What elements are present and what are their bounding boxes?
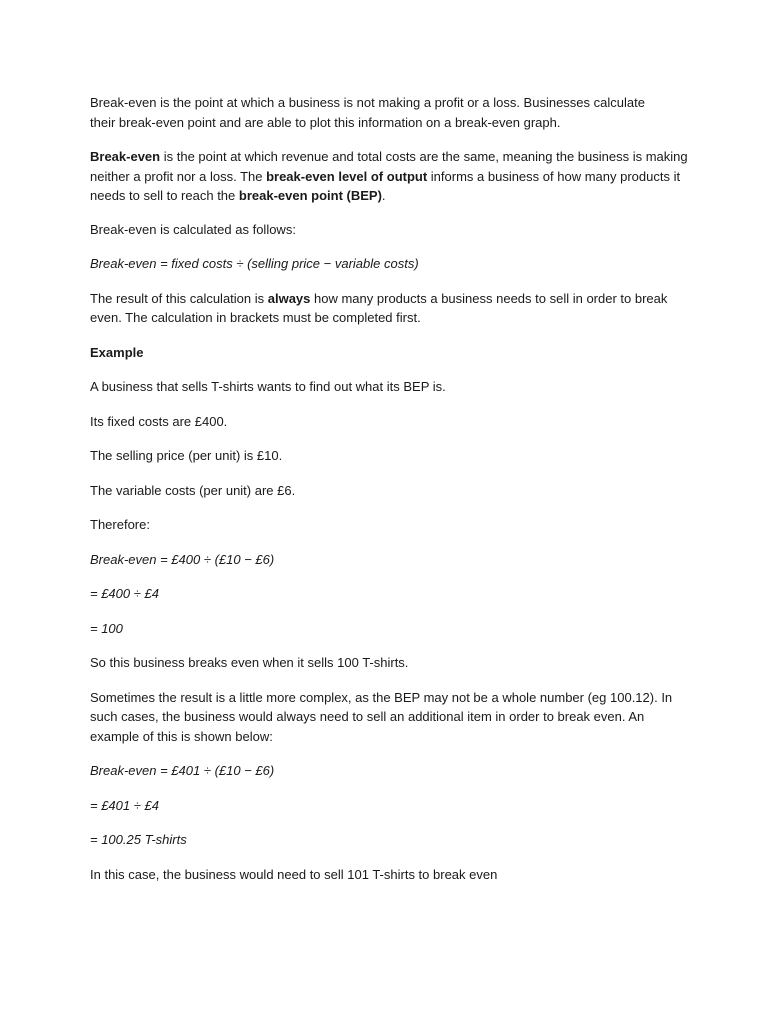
example-step-2: = £400 ÷ £4 [90, 586, 159, 601]
definition-term-break-even: Break-even [90, 149, 161, 164]
example-heading-text: Example [90, 344, 144, 360]
document-page [90, 93, 690, 899]
result-note-text-2: how many products a business needs to sell in order to break even. The calculation in brackets must be completed first. [90, 290, 668, 325]
example-step-3: = 100 [90, 620, 123, 636]
result-note-emphasis: always [267, 290, 311, 306]
complex-note: Sometimes the result is a little more complex, as the BEP may not be a whole number (eg 100.12). In such cases, the business would always need to sell an additional item in order to break even. An example of this is shown below: [90, 689, 673, 744]
example2-conclusion: In this case, the business would need to sell 101 T-shirts to break even [90, 866, 498, 882]
example-step-1: Break-even = £400 ÷ (£10 − £6) [90, 551, 275, 567]
example-conclusion: So this business breaks even when it sells 100 T-shirts. [90, 655, 409, 670]
intro-line-1: Break-even is the point at which a business is not making a profit or a loss. Businesses calculate [90, 95, 645, 110]
example-heading [90, 343, 690, 363]
definition-text-2: informs a business of how many products it needs to sell to reach the [90, 168, 681, 203]
definition-paragraph [90, 147, 690, 206]
result-note-text-1: The result of this calculation is [90, 290, 268, 306]
formula: Break-even = fixed costs ÷ (selling price − variable costs) [90, 256, 419, 271]
definition-text-1: is the point at which revenue and total costs are the same, meaning the business is making neither a profit nor a loss. The [90, 149, 688, 184]
definition-text-3: . [381, 188, 386, 203]
definition-term-level-of-output: break-even level of output [266, 168, 428, 184]
example-therefore: Therefore: [90, 517, 150, 532]
calc-intro: Break-even is calculated as follows: [90, 221, 296, 237]
example-selling-price: The selling price (per unit) is £10. [90, 448, 283, 463]
example-fixed-costs: Its fixed costs are £400. [90, 413, 228, 429]
example2-step-2: = £401 ÷ £4 [90, 797, 159, 813]
definition-term-bep: break-even point (BEP) [238, 188, 382, 203]
example-scenario: A business that sells T-shirts wants to find out what its BEP is. [90, 379, 446, 394]
result-note [90, 289, 690, 328]
example2-step-1: Break-even = £401 ÷ (£10 − £6) [90, 763, 275, 778]
intro-paragraph [90, 93, 690, 132]
example2-step-3: = 100.25 T-shirts [90, 832, 187, 847]
intro-line-2: their break-even point and are able to plot this information on a break-even graph. [90, 114, 561, 130]
example-variable-costs: The variable costs (per unit) are £6. [90, 482, 296, 498]
